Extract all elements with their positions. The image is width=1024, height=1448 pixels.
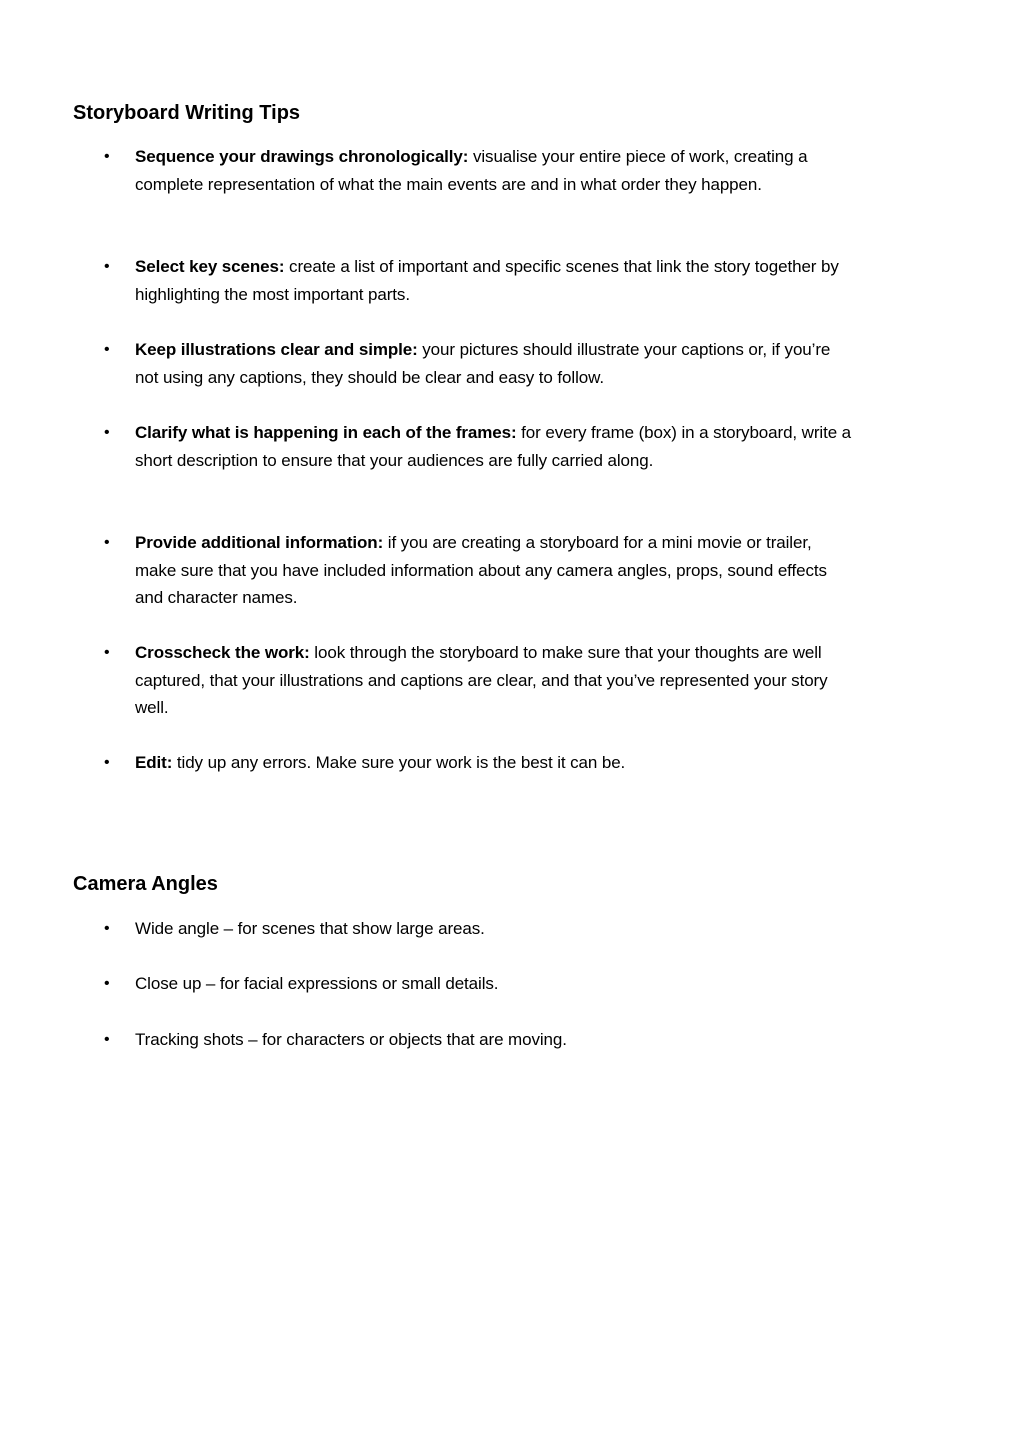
bullet-icon: • <box>104 1031 110 1048</box>
bullet-icon: • <box>104 534 110 551</box>
bullet-icon: • <box>104 920 110 937</box>
bullet-icon: • <box>104 975 110 992</box>
angle-text: Tracking shots – for characters or objects that are moving. <box>135 1030 567 1049</box>
tip-description: create a list of important and specific scenes that link the story together by highlighting the most important parts. <box>135 257 839 304</box>
tip-description: tidy up any errors. Make sure your work is the best it can be. <box>172 753 626 772</box>
angle-text: Close up – for facial expressions or small details. <box>135 974 499 993</box>
bullet-icon: • <box>104 148 110 165</box>
tip-term: Clarify what is happening in each of the frames: <box>135 423 517 442</box>
bullet-icon: • <box>104 341 110 358</box>
tip-description: for every frame (box) in a storyboard, write a short description to ensure that your audiences are fully carried along. <box>135 423 852 470</box>
tip-term: Sequence your drawings chronologically: <box>135 147 469 166</box>
bullet-icon: • <box>104 258 110 275</box>
tip-term: Provide additional information: <box>135 533 384 552</box>
tip-term: Crosscheck the work: <box>135 643 310 662</box>
section-heading-storyboard-tips: Storyboard Writing Tips <box>73 102 301 124</box>
tip-term: Select key scenes: <box>135 257 285 276</box>
tip-description: visualise your entire piece of work, creating a complete representation of what the main events are and in what order they happen. <box>135 147 808 194</box>
angle-text: Wide angle – for scenes that show large areas. <box>135 919 485 938</box>
tip-description: your pictures should illustrate your captions or, if you’re not using any captions, they should be clear and easy to follow. <box>135 340 831 387</box>
bullet-icon: • <box>104 754 110 771</box>
tip-term: Edit: <box>135 753 173 772</box>
bullet-icon: • <box>104 644 110 661</box>
section-heading-camera-angles: Camera Angles <box>73 873 218 895</box>
tip-description: look through the storyboard to make sure that your thoughts are well captured, that your illustrations and captions are clear, and that you’ve represented your story well. <box>135 643 828 717</box>
tip-term: Keep illustrations clear and simple: <box>135 340 418 359</box>
bullet-icon: • <box>104 424 110 441</box>
tip-description: if you are creating a storyboard for a mini movie or trailer, make sure that you have included information about any camera angles, props, sound effects and character names. <box>135 533 827 607</box>
